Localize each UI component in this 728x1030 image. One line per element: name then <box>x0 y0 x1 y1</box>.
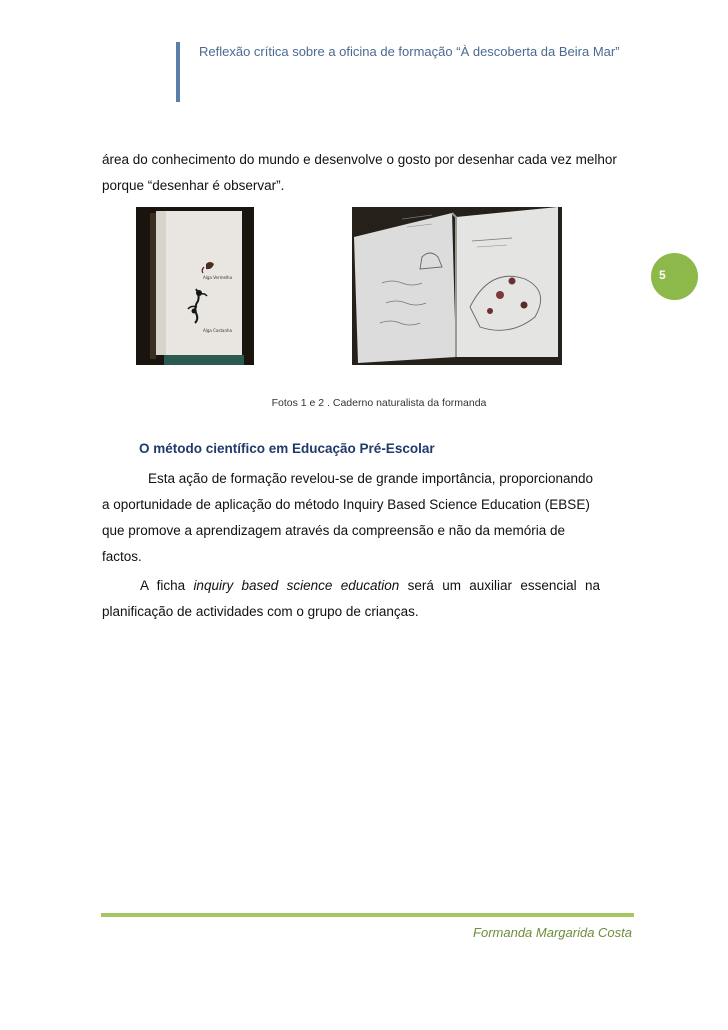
header-title: Reflexão crítica sobre a oficina de formação “À descoberta da Beira Mar” <box>199 44 620 59</box>
footer-author: Formanda Margarida Costa <box>473 925 632 940</box>
photo-notebook-sketches <box>352 207 562 365</box>
paragraph-2-line-3: que promove a aprendizagem através da compreensão e não da memória de <box>102 523 566 538</box>
paragraph-2-line-2: a oportunidade de aplicação do método Inquiry Based Science Education (EBSE) <box>102 497 590 512</box>
paragraph-1-line-1: área do conhecimento do mundo e desenvolve o gosto por desenhar cada vez melhor <box>102 152 617 167</box>
paragraph-3-italic: inquiry based science education <box>193 578 400 593</box>
section-heading: O método científico em Educação Pré-Escolar <box>139 441 435 456</box>
photo-notebook-sketches-drawing <box>352 207 562 365</box>
paragraph-3-end: será um auxiliar essencial na <box>399 578 601 593</box>
photo-notebook-algae <box>136 207 254 365</box>
paragraph-2 <box>102 466 602 570</box>
photo-notebook-algae-drawing <box>136 207 254 365</box>
paragraph-3 <box>102 573 602 625</box>
paragraph-2-line-4: factos. <box>102 549 142 564</box>
header-accent-bar <box>176 42 180 102</box>
page-number-badge <box>651 253 698 300</box>
paragraph-3-start: A ficha <box>140 578 194 593</box>
footer-divider <box>101 913 634 917</box>
paragraph-2-line-1: Esta ação de formação revelou-se de grande importância, proporcionando <box>148 471 594 486</box>
handwriting-label-1: Alga Vermelha <box>203 275 233 280</box>
figure-caption: Fotos 1 e 2 . Caderno naturalista da formanda <box>271 397 487 409</box>
paragraph-1 <box>102 147 617 199</box>
paragraph-3-line-1 <box>102 573 600 599</box>
page-number: 5 <box>659 268 666 282</box>
paragraph-1-line-2: porque “desenhar é observar”. <box>102 178 285 193</box>
handwriting-label-2: Alga Castanha <box>203 328 232 333</box>
paragraph-3-line-2: planificação de actividades com o grupo de crianças. <box>102 604 419 619</box>
